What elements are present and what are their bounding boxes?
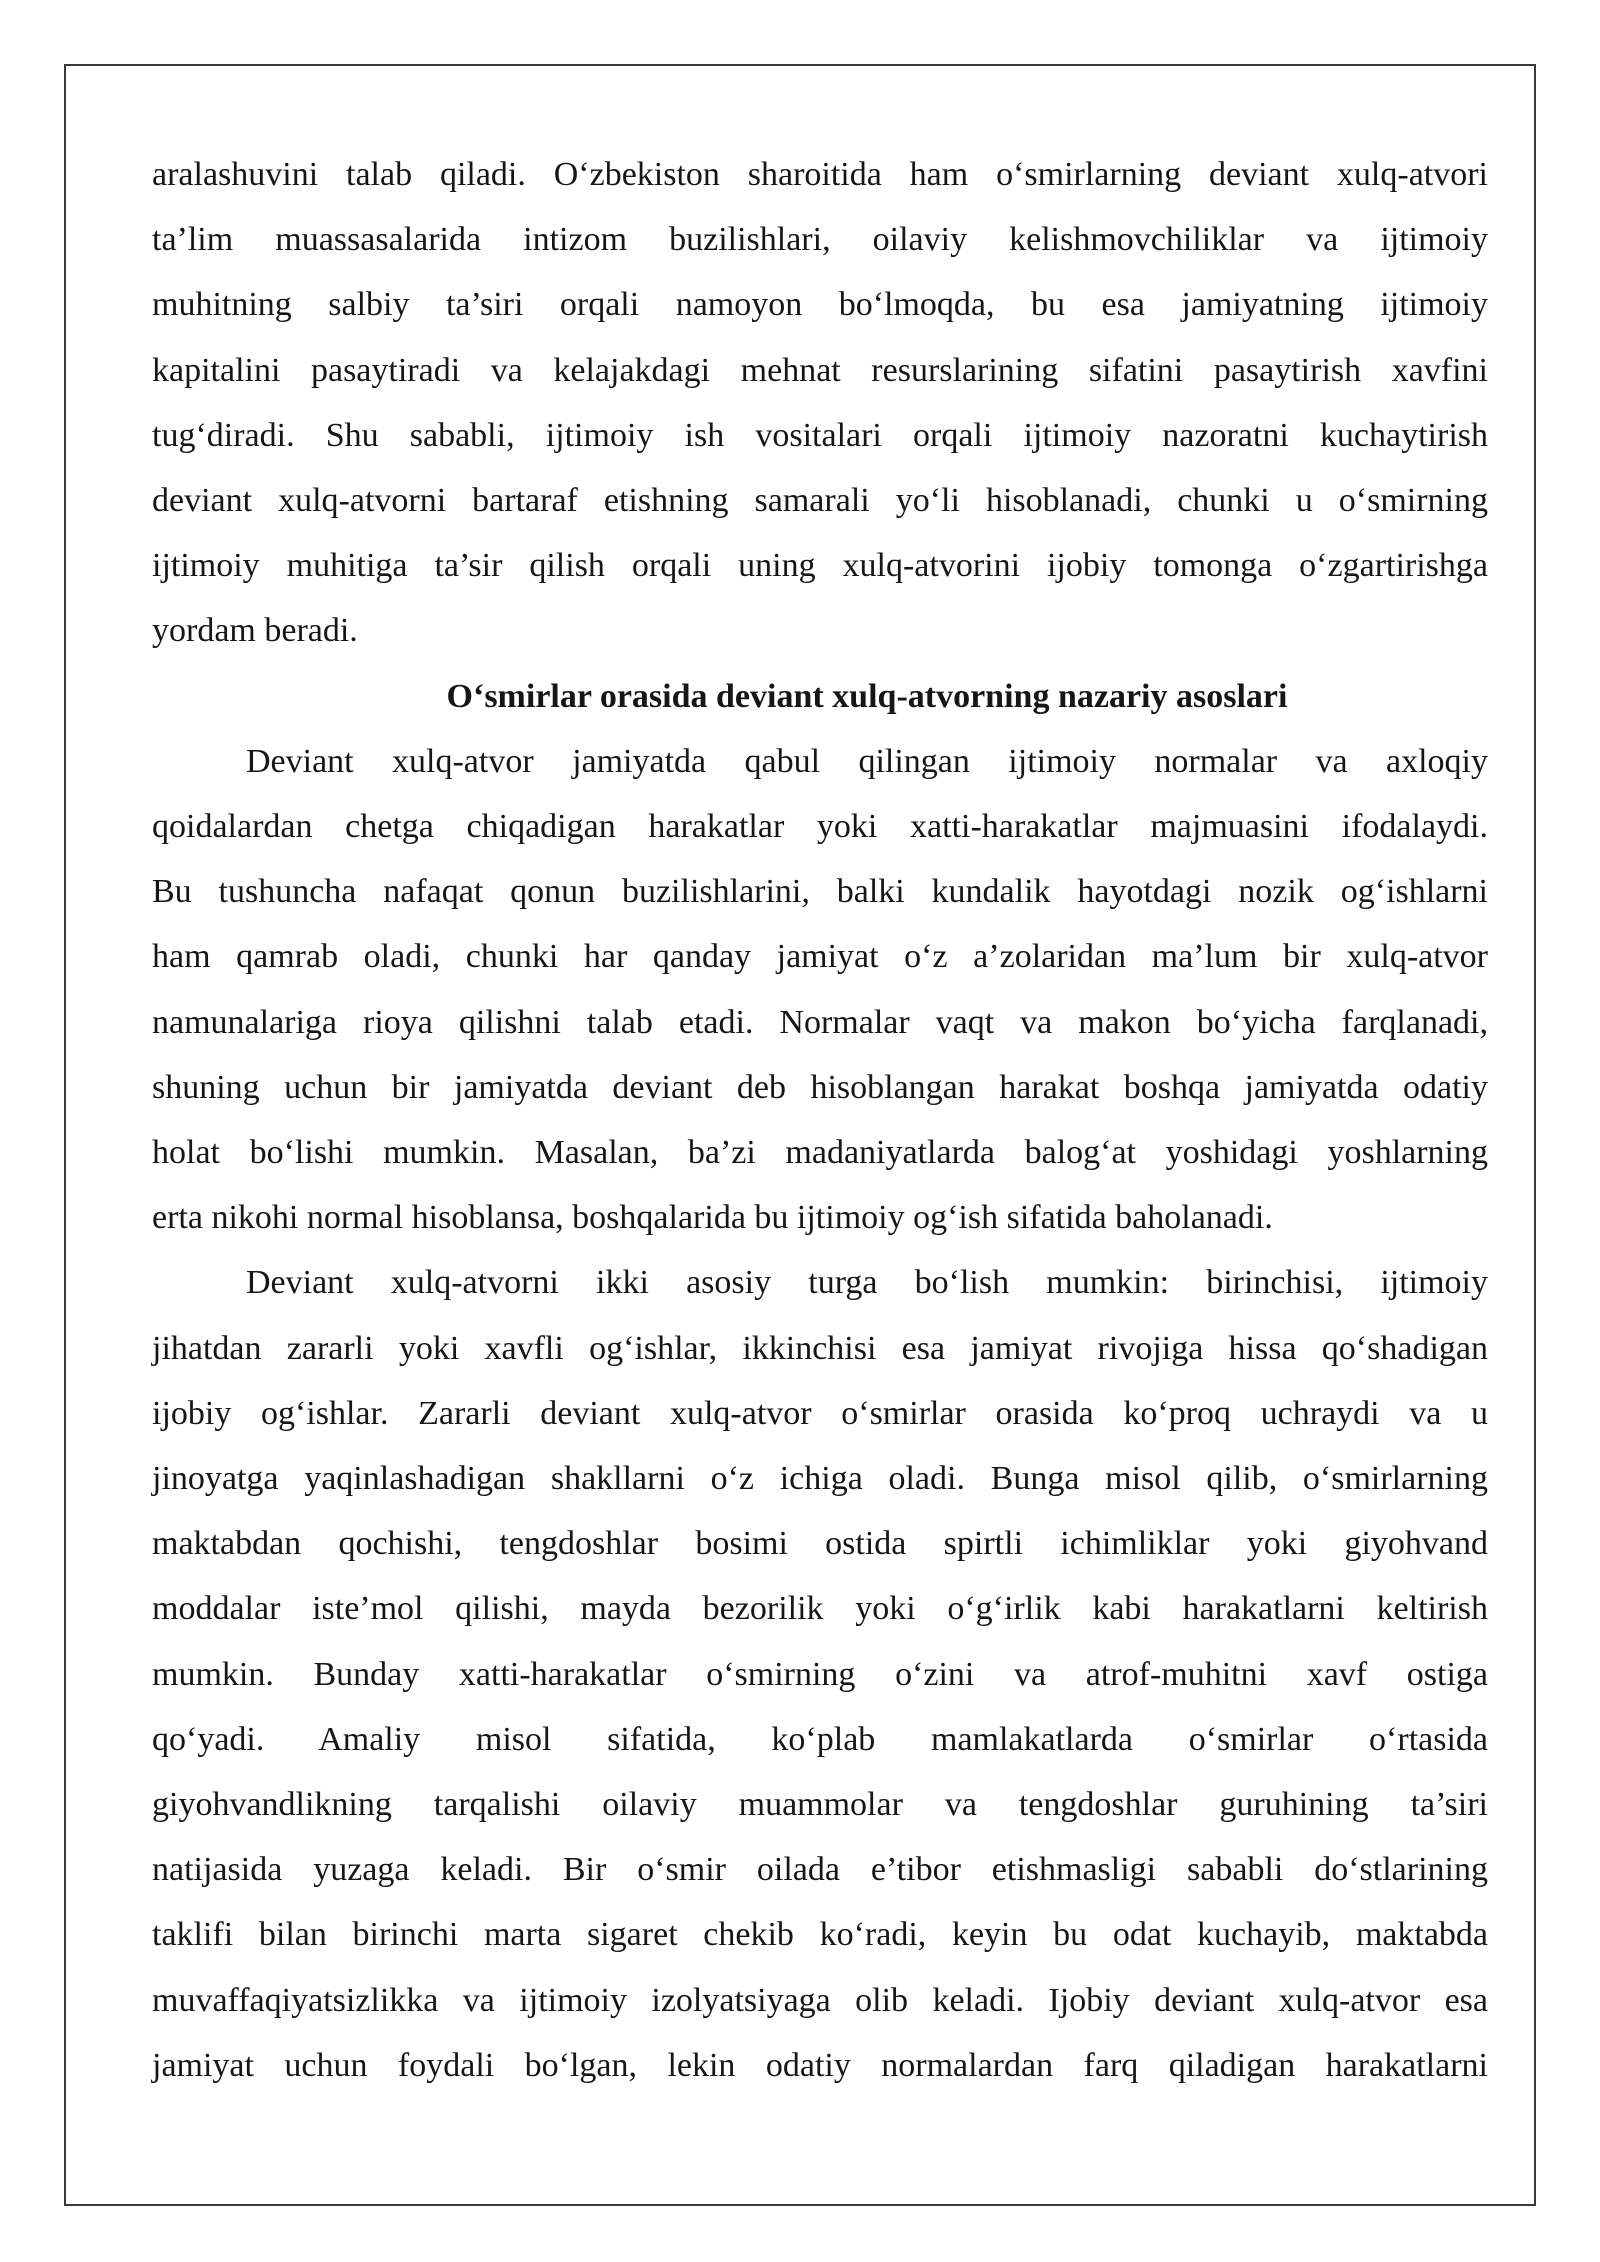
text-line: muhitning salbiy ta’siri orqali namoyon bo‘lmoqda, bu esa jamiyatning ijtimoiy — [152, 286, 1488, 324]
text-line: ijtimoiy muhitiga ta’sir qilish orqali uning xulq-atvorini ijobiy tomonga o‘zgartirishga — [152, 547, 1488, 585]
paragraph-types — [152, 1250, 1488, 2098]
text-line: Deviant xulq-atvorni ikki asosiy turga bo‘lish mumkin: birinchisi, ijtimoiy — [246, 1264, 1488, 1302]
text-line: deviant xulq-atvorni bartaraf etishning samarali yo‘li hisoblanadi, chunki u o‘smirning — [152, 482, 1488, 520]
text-line: jinoyatga yaqinlashadigan shakllarni o‘z ichiga oladi. Bunga misol qilib, o‘smirlarning — [152, 1460, 1488, 1498]
text-line: muvaffaqiyatsizlikka va ijtimoiy izolyatsiyaga olib keladi. Ijobiy deviant xulq-atvor esa — [152, 1981, 1488, 2019]
text-line: Deviant xulq-atvor jamiyatda qabul qilingan ijtimoiy normalar va axloqiy — [246, 742, 1488, 780]
text-line: maktabdan qochishi, tengdoshlar bosimi ostida spirtli ichimliklar yoki giyohvand — [152, 1525, 1488, 1563]
text-line: yordam beradi. — [152, 612, 358, 650]
text-line: holat bo‘lishi mumkin. Masalan, ba’zi madaniyatlarda balog‘at yoshidagi yoshlarning — [152, 1134, 1488, 1172]
text-line: moddalar iste’mol qilishi, mayda bezorilik yoki o‘g‘irlik kabi harakatlarni keltirish — [152, 1590, 1488, 1628]
text-line: ijobiy og‘ishlar. Zararli deviant xulq-atvor o‘smirlar orasida ko‘proq uchraydi va u — [152, 1394, 1488, 1432]
text-line: qoidalardan chetga chiqadigan harakatlar yoki xatti-harakatlar majmuasini ifodalaydi. — [152, 808, 1488, 846]
section-heading: O‘smirlar orasida deviant xulq-atvorning nazariy asoslari — [446, 677, 1288, 715]
text-line: taklifi bilan birinchi marta sigaret chekib ko‘radi, keyin bu odat kuchayib, maktabda — [152, 1916, 1488, 1954]
document-body — [152, 142, 1488, 2098]
text-line: kapitalini pasaytiradi va kelajakdagi mehnat resurslarining sifatini pasaytirish xavfini — [152, 351, 1488, 389]
text-line: natijasida yuzaga keladi. Bir o‘smir oilada e’tibor etishmasligi sababli do‘stlarining — [152, 1851, 1488, 1889]
text-line: aralashuvini talab qiladi. O‘zbekiston sharoitida ham o‘smirlarning deviant xulq-atvori — [152, 156, 1488, 193]
text-line: ham qamrab oladi, chunki har qanday jamiyat o‘z a’zolaridan ma’lum bir xulq-atvor — [152, 938, 1488, 976]
text-line: jihatdan zararli yoki xavfli og‘ishlar, ikkinchisi esa jamiyat rivojiga hissa qo‘shadigan — [152, 1329, 1488, 1367]
paragraph-continuation — [152, 142, 1488, 664]
text-line: namunalariga rioya qilishni talab etadi. Normalar vaqt va makon bo‘yicha farqlanadi, — [152, 1003, 1488, 1041]
text-line: Bu tushuncha nafaqat qonun buzilishlarini, balki kundalik hayotdagi nozik og‘ishlarni — [152, 873, 1488, 911]
text-line: ta’lim muassasalarida intizom buzilishlari, oilaviy kelishmovchiliklar va ijtimoiy — [152, 221, 1488, 259]
text-line: tug‘diradi. Shu sababli, ijtimoiy ish vositalari orqali ijtimoiy nazoratni kuchaytirish — [152, 416, 1488, 454]
text-line: giyohvandlikning tarqalishi oilaviy muammolar va tengdoshlar guruhining ta’siri — [152, 1786, 1488, 1824]
text-line: shuning uchun bir jamiyatda deviant deb hisoblangan harakat boshqa jamiyatda odatiy — [152, 1068, 1488, 1106]
text-line: jamiyat uchun foydali bo‘lgan, lekin odatiy normalardan farq qiladigan harakatlarni — [152, 2046, 1488, 2084]
text-line: qo‘yadi. Amaliy misol sifatida, ko‘plab mamlakatlarda o‘smirlar o‘rtasida — [152, 1720, 1488, 1758]
text-line: mumkin. Bunday xatti-harakatlar o‘smirning o‘zini va atrof-muhitni xavf ostiga — [152, 1655, 1488, 1693]
text-line: erta nikohi normal hisoblansa, boshqalarida bu ijtimoiy og‘ish sifatida baholanadi. — [152, 1199, 1273, 1237]
paragraph-definition — [152, 729, 1488, 1251]
